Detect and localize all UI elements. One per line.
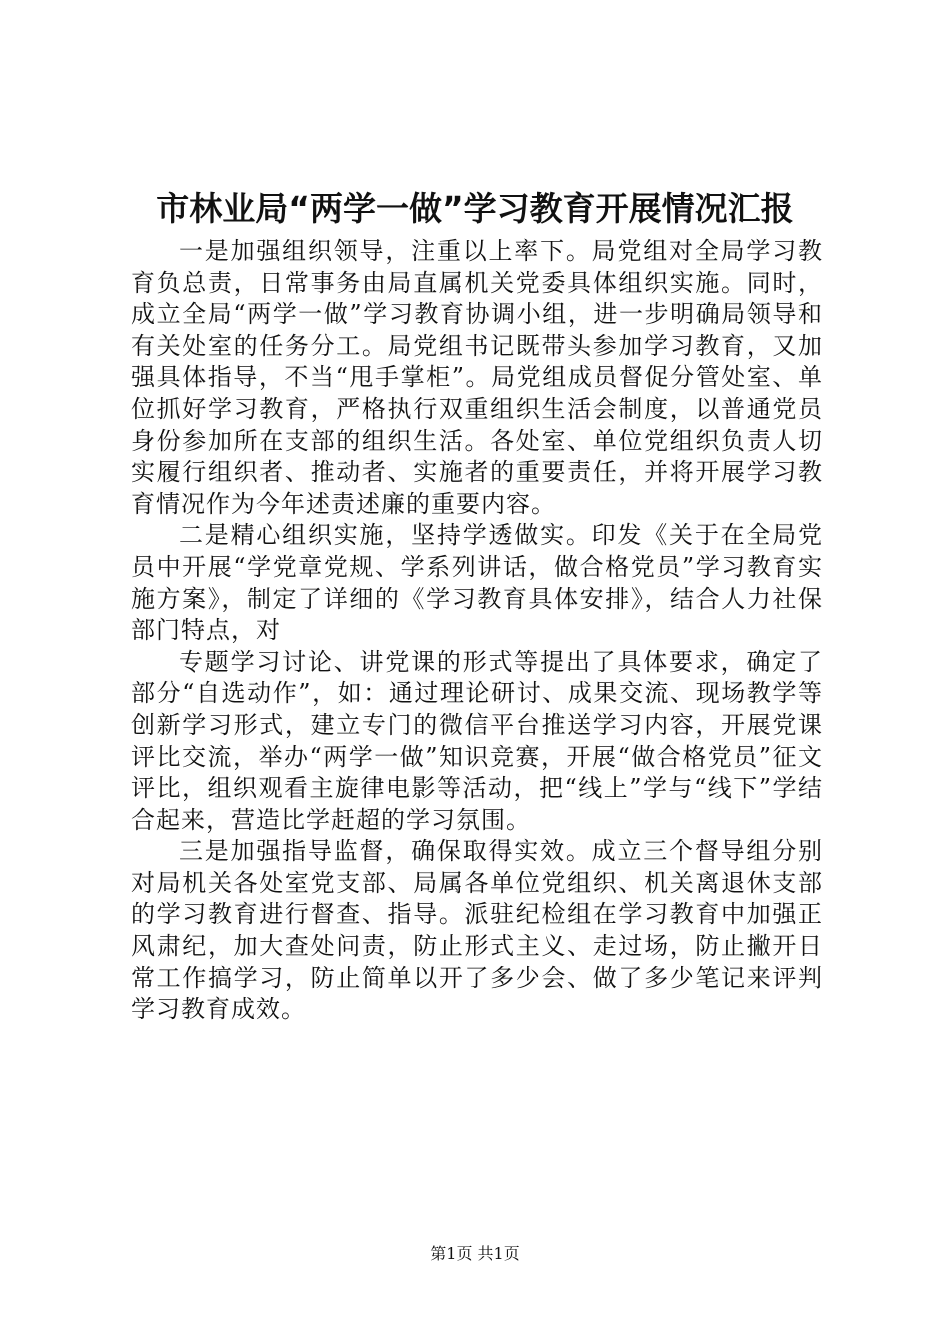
paragraph-guidance-supervision: 三是加强指导监督，确保取得实效。成立三个督导组分别对局机关各处室党支部、局属各单位党组织、机关离退休支部的学习教育进行督查、指导。派驻纪检组在学习教育中加强正风肃纪，加大查处问责，防止形式主义、走过场，防止撇开日常工作搞学习，防止简单以开了多少会、做了多少笔记来评判学习教育成效。 bbox=[131, 837, 823, 1024]
paragraph-organization-leadership: 一是加强组织领导，注重以上率下。局党组对全局学习教育负总责，日常事务由局直属机关党委具体组织实施。同时，成立全局“两学一做”学习教育协调小组，进一步明确局领导和有关处室的任务分工。局党组书记既带头参加学习教育，又加强具体指导，不当“甩手掌柜”。局党组成员督促分管处室、单位抓好学习教育，严格执行双重组织生活会制度，以普通党员身份参加所在支部的组织生活。各处室、单位党组织负责人切实履行组织者、推动者、实施者的重要责任，并将开展学习教育情况作为今年述责述廉的重要内容。 bbox=[131, 237, 823, 518]
paragraph-special-study-requirements: 专题学习讨论、讲党课的形式等提出了具体要求，确定了部分“自选动作”，如：通过理论研讨、成果交流、现场教学等创新学习形式，建立专门的微信平台推送学习内容，开展党课评比交流，举办“两学一做”知识竞赛，开展“做合格党员”征文评比，组织观看主旋律电影等活动，把“线上”学与“线下”学结合起来，营造比学赶超的学习氛围。 bbox=[131, 647, 823, 834]
document-title: 市林业局“两学一做”学习教育开展情况汇报 bbox=[156, 189, 794, 228]
page-number-footer: 第1页 共1页 bbox=[430, 1244, 520, 1263]
paragraph-organization-implementation: 二是精心组织实施，坚持学透做实。印发《关于在全局党员中开展“学党章党规、学系列讲话，做合格党员”学习教育实施方案》，制定了详细的《学习教育具体安排》，结合人力社保部门特点，对 bbox=[131, 521, 823, 645]
document-body bbox=[131, 236, 823, 1026]
